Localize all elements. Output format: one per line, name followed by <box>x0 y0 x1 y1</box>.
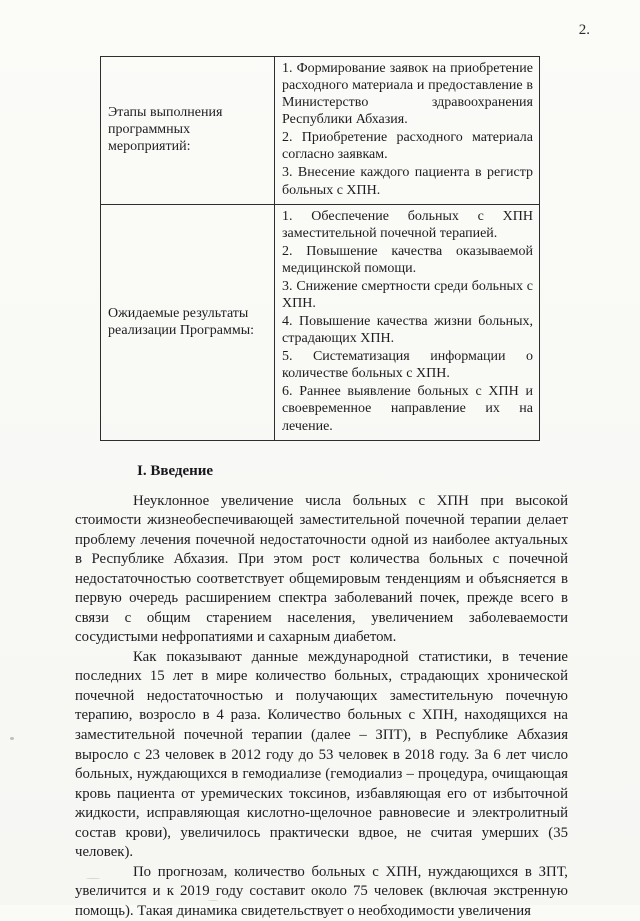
list-item: 2. Приобретение расходного материала согласно заявкам. <box>282 130 533 163</box>
list-item: 1. Формирование заявок на приобретение расходного материала и предоставление в Министерство здравоохранения Республики Абхазия. <box>282 61 533 128</box>
list-item: 3. Снижение смертности среди больных с ХПН. <box>282 278 533 312</box>
list-item: 4. Повышение качества жизни больных, страдающих ХПН. <box>282 314 533 347</box>
program-table <box>100 56 540 441</box>
list-item: 2. Повышение качества оказываемой медицинской помощи. <box>282 243 533 276</box>
scan-artifact <box>208 900 218 901</box>
paragraph-2: Как показывают данные международной статистики, в течение последних 15 лет в мире количество больных, страдающих хронической почечной недостаточностью и получающих заместительную почечную терапию, возросло в 4 раза. Количество больных с ХПН, находящихся на заместительной почечной терапии (далее – ЗПТ), в Республике Абхазия выросло с 23 человек в 2012 году до 53 человек в 2018 году. За 6 лет число больных, нуждающихся в гемодиализе (гемодиализ – процедура, очищающая кровь пациента от уремических токсинов, избавляющая его от избыточной жидкости, исправляющая кислотно-щелочное равновесие и электролитный состав крови), увеличилось практически вдвое, не считая умерших (35 человек). <box>75 648 568 861</box>
list-item: 3. Внесение каждого пациента в регистр больных с ХПН. <box>282 165 533 198</box>
table-row <box>101 57 540 205</box>
row-content-results <box>275 204 540 440</box>
table-row <box>101 204 540 440</box>
list-item: 1. Обеспечение больных с ХПН заместительной почечной терапией. <box>282 208 533 241</box>
paragraph-1: Неуклонное увеличение числа больных с ХПН при высокой стоимости жизнеобеспечивающей заместительной почечной терапии делает проблему лечения почечной недостаточности одной из наиболее актуальных в Республике Абхазия. При этом рост количества больных с почечной недостаточностью соответствует общемировым тенденциям и объясняется в первую очередь расширением спектра заболеваний почек, прежде всего в связи с общим старением населения, увеличением заболеваемости сосудистыми нефропатиями и сахарным диабетом. <box>75 492 568 646</box>
scan-artifact <box>10 737 14 740</box>
list-item: 6. Раннее выявление больных с ХПН и своевременное направление их на лечение. <box>282 384 533 434</box>
paragraph-3: По прогнозам, количество больных с ХПН, нуждающихся в ЗПТ, увеличится и к 2019 году составит около 75 человек (включая экстренную помощь). Такая динамика свидетельствует о необходимости увеличения <box>75 863 568 919</box>
section-heading: I. Введение <box>137 462 214 479</box>
scan-artifact <box>86 878 100 879</box>
row-label-results: Ожидаемые результаты реализации Программы: <box>101 204 275 440</box>
row-content-stages <box>275 57 540 205</box>
page-number: 2. <box>578 22 590 38</box>
row-label-stages: Этапы выполнения программных мероприятий: <box>101 57 275 205</box>
list-item: 5. Систематизация информации о количестве больных с ХПН. <box>282 349 533 382</box>
